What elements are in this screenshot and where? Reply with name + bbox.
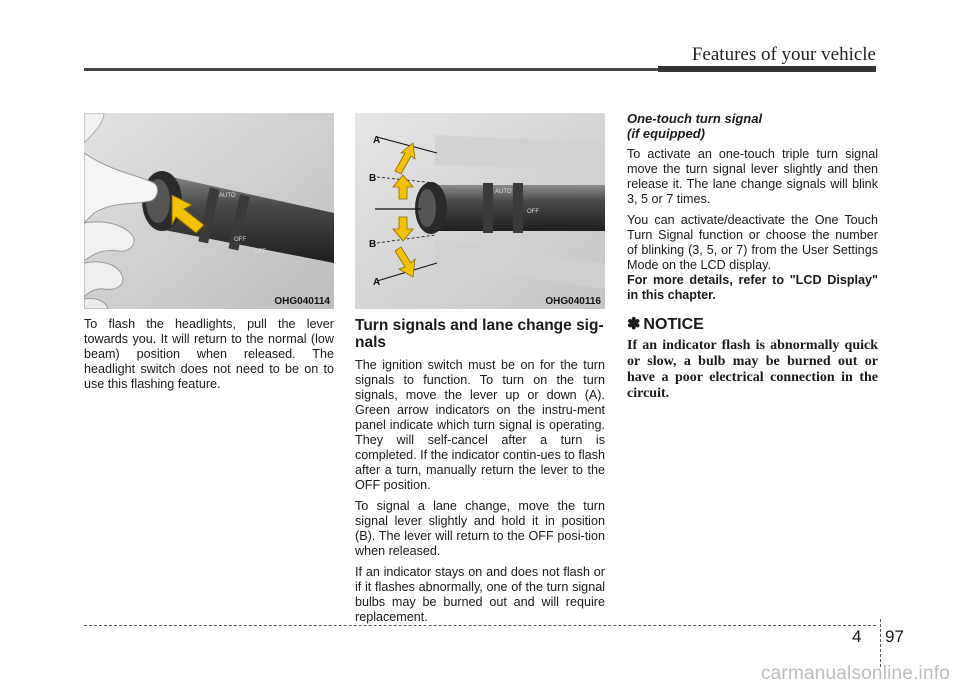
svg-text:AUTO: AUTO: [219, 193, 236, 199]
label-a-top: A: [373, 135, 381, 146]
footer-rule: [84, 625, 876, 626]
svg-text:AUTO: AUTO: [495, 189, 512, 195]
one-touch-paragraph-2: You can activate/deactivate the One Touch Turn Signal function or choose the number of blinking (3, 5, or 7) from the User Settings Mode on the LCD display.: [627, 213, 878, 272]
headlight-flash-paragraph: To flash the headlights, pull the lever towards you. It will return to the normal (low beam) position when released. The headlight switch does not need to be on to use this flashing feature.: [84, 317, 334, 391]
column-middle: [355, 317, 605, 631]
notice-title: NOTICE: [643, 316, 704, 333]
subheading-line-1: One-touch turn signal: [627, 111, 763, 126]
figure-turn-signal: [355, 113, 605, 309]
notice-body: If an indicator flash is abnormally quick or slow, a bulb may be burned out or have a poor electrical connection in the circuit.: [627, 338, 878, 401]
label-a-bottom: A: [373, 277, 381, 288]
turn-signal-paragraph-3: If an indicator stays on and does not flash or if it flashes abnormally, one of the turn signal bulbs may be burned out and will require replacement.: [355, 565, 605, 624]
section-title: Turn signals and lane change sig-nals: [355, 317, 604, 351]
column-left: [84, 317, 334, 398]
figure-headlight-flash: [84, 113, 334, 309]
svg-text:OFF: OFF: [527, 209, 539, 215]
watermark: carmanualsonline.info: [760, 663, 950, 684]
turn-signal-paragraph-2: To signal a lane change, move the turn signal lever slightly and hold it in position (B). The lever will return to the OFF posi-tion when released.: [355, 499, 605, 558]
page-number: 97: [885, 627, 904, 646]
notice-star-icon: ✽: [627, 316, 641, 333]
footer-divider: [880, 619, 881, 667]
refer-lcd-note: For more details, refer to "LCD Display" in this chapter.: [627, 273, 878, 302]
label-b-top: B: [369, 173, 377, 184]
lever-illustration-2: [355, 113, 605, 309]
figure-caption: OHG040116: [545, 296, 601, 307]
figure-caption: OHG040114: [274, 296, 330, 307]
subheading-line-2: (if equipped): [627, 126, 705, 141]
turn-signal-paragraph-1: The ignition switch must be on for the turn signals to function. To turn on the turn signals, move the lever up or down (A). Green arrow indicators on the instru-ment panel indicate which turn signal is operating. They will self-cancel after a turn is completed. If the indicator contin-ues to flash after a turn, manually return the lever to the OFF position.: [355, 358, 605, 492]
svg-text:OFF: OFF: [234, 237, 246, 243]
lever-illustration-1: [84, 113, 334, 309]
chapter-number: 4: [852, 627, 862, 646]
svg-text:OFF: OFF: [254, 249, 266, 255]
one-touch-paragraph-1: To activate an one-touch triple turn signal move the turn signal lever slightly and then release it. The lane change signals will blink 3, 5 or 7 times.: [627, 147, 878, 206]
subheading: [627, 111, 878, 141]
header-rule-accent: [658, 66, 876, 72]
column-right: [627, 111, 878, 402]
running-header: Features of your vehicle: [691, 44, 876, 65]
notice-heading: [627, 317, 878, 332]
label-b-bottom: B: [369, 239, 377, 250]
